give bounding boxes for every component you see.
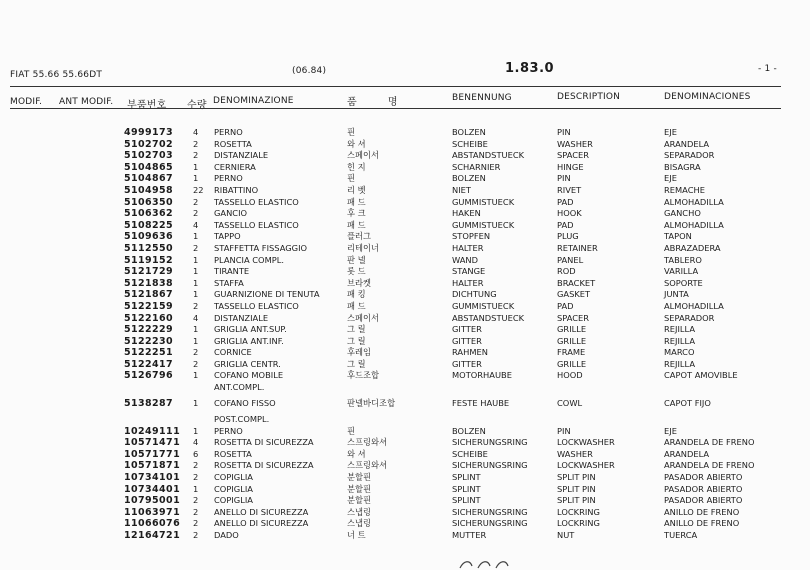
spanish-name: PASADOR ABIERTO [664, 495, 743, 506]
german-name: SCHEIBE [452, 448, 488, 459]
part-number: 5121838 [124, 277, 174, 289]
table-row [0, 359, 810, 371]
part-number: 5104865 [124, 161, 174, 173]
col-modif: MODIF. [10, 97, 43, 107]
korean-name: 스페이서 [347, 312, 380, 323]
german-name: SPLINT [452, 483, 481, 494]
korean-name: 리 벳 [347, 184, 366, 195]
part-number: 5126796 [124, 370, 174, 382]
col-description: DESCRIPTION [557, 92, 621, 102]
german-name: NIET [452, 184, 471, 195]
quantity: 2 [193, 518, 199, 529]
quantity: 2 [193, 208, 199, 219]
german-name: MOTORHAUBE [452, 370, 512, 381]
part-number: 4999173 [124, 127, 174, 138]
italian-name: COPIGLIA [214, 472, 253, 483]
english-name: COWL [557, 397, 583, 408]
spanish-name: ANILLO DE FRENO [664, 506, 740, 517]
italian-name: RIBATTINO [214, 184, 259, 195]
spanish-name: EJE [664, 425, 677, 436]
quantity: 2 [193, 358, 199, 369]
spanish-name: VARILLA [664, 266, 699, 277]
quantity: 1 [193, 231, 199, 242]
part-number: 10734101 [124, 472, 181, 484]
korean-name: 플러그 [347, 231, 372, 242]
table-row [0, 313, 810, 325]
english-name: LOCKRING [557, 506, 600, 517]
table-row [0, 518, 810, 530]
korean-name: 후드조합 [347, 370, 380, 381]
korean-name: 패 드 [347, 300, 366, 311]
spanish-name: PASADOR ABIERTO [664, 472, 743, 483]
spanish-name: GANCHO [664, 208, 701, 219]
spanish-name: TAPON [664, 231, 692, 242]
german-name: BOLZEN [452, 425, 486, 436]
german-name: STOPFEN [452, 231, 491, 242]
part-number: 5119152 [124, 254, 174, 266]
part-number: 5106362 [124, 208, 174, 220]
english-name: ROD [557, 266, 576, 277]
model-label: FIAT 55.66 55.66DT [10, 70, 103, 80]
part-number: 10571471 [124, 437, 181, 449]
table-row [0, 426, 810, 438]
german-name: SCHARNIER [452, 161, 501, 172]
german-name: SICHERUNGSRING [452, 460, 528, 471]
parts-table [0, 127, 810, 542]
korean-name: 분할핀 [347, 483, 372, 494]
table-row [0, 266, 810, 278]
table-row [0, 139, 810, 151]
col-denominazione: DENOMINAZIONE [213, 96, 294, 106]
korean-name: 후 크 [347, 208, 366, 219]
german-name: GUMMISTUECK [452, 219, 515, 230]
part-number: 5112550 [124, 242, 174, 254]
table-row [0, 495, 810, 507]
part-number: 5121729 [124, 266, 174, 278]
table-row [0, 324, 810, 336]
quantity: 1 [193, 289, 199, 300]
italian-name: COPIGLIA [214, 495, 253, 506]
part-number: 5138287 [124, 397, 174, 409]
english-name: HOOK [557, 208, 582, 219]
quantity: 2 [193, 495, 199, 506]
quantity: 1 [193, 483, 199, 494]
quantity: 4 [193, 437, 199, 448]
english-name: BRACKET [557, 277, 596, 288]
quantity: 1 [193, 425, 199, 436]
german-name: SICHERUNGSRING [452, 437, 528, 448]
spanish-name: BISAGRA [664, 161, 701, 172]
table-row [0, 336, 810, 348]
german-name: STANGE [452, 266, 486, 277]
page-number: - 1 - [758, 64, 777, 74]
german-name: GUMMISTUECK [452, 300, 515, 311]
italian-name: CERNIERA [214, 161, 256, 172]
part-number: 10249111 [124, 425, 181, 437]
italian-name: ANELLO DI SICUREZZA [214, 506, 309, 517]
part-number: 5102703 [124, 150, 174, 162]
italian-name: GRIGLIA ANT.SUP. [214, 324, 287, 335]
col-korean-name: 품 명 [347, 97, 412, 108]
part-number: 5122230 [124, 335, 174, 347]
part-number: 10571871 [124, 460, 181, 472]
italian-name: COPIGLIA [214, 483, 253, 494]
table-row [0, 278, 810, 290]
table-row [0, 530, 810, 542]
korean-name: 와 셔 [347, 138, 366, 149]
korean-name: 스냅링 [347, 506, 372, 517]
italian-name: CORNICE [214, 347, 252, 358]
german-name: SCHEIBE [452, 138, 488, 149]
korean-name: 후레임 [347, 347, 372, 358]
quantity: 2 [193, 460, 199, 471]
korean-name: 판넬바디조합 [347, 397, 396, 408]
korean-name: 그 릴 [347, 335, 366, 346]
german-name: HALTER [452, 277, 484, 288]
korean-name: 분할핀 [347, 472, 372, 483]
spanish-name: REJILLA [664, 358, 696, 369]
italian-name: TIRANTE [214, 266, 250, 277]
quantity: 1 [193, 335, 199, 346]
section-number: 1.83.0 [505, 61, 555, 76]
korean-name: 핀 [347, 173, 356, 184]
english-name: GRILLE [557, 324, 587, 335]
english-name: WASHER [557, 138, 593, 149]
part-number: 5122160 [124, 312, 174, 324]
spanish-name: REJILLA [664, 335, 696, 346]
spanish-name: TUERCA [664, 530, 698, 540]
italian-name: PLANCIA COMPL. [214, 254, 284, 265]
table-row [0, 414, 810, 426]
italian-name: STAFFA [214, 277, 244, 288]
col-part-number: 부품번호 [127, 100, 167, 111]
quantity: 1 [193, 277, 199, 288]
english-name: HINGE [557, 161, 584, 172]
german-name: BOLZEN [452, 173, 486, 184]
german-name: GUMMISTUECK [452, 196, 515, 207]
italian-name: GANCIO [214, 208, 248, 219]
italian-name: PERNO [214, 127, 243, 137]
italian-name: STAFFETTA FISSAGGIO [214, 242, 308, 253]
korean-name: 패 드 [347, 219, 366, 230]
spanish-name: ARANDELA [664, 138, 710, 149]
table-row [0, 173, 810, 185]
part-number: 5106350 [124, 196, 174, 208]
quantity: 2 [193, 506, 199, 517]
german-name: DICHTUNG [452, 289, 497, 300]
english-name: NUT [557, 530, 575, 540]
german-name: SPLINT [452, 472, 481, 483]
italian-name: DADO [214, 530, 239, 540]
quantity: 4 [193, 127, 199, 137]
handwritten-mark [458, 556, 518, 570]
english-name: PLUG [557, 231, 579, 242]
edition-date: (06.84) [292, 66, 327, 76]
english-name: WASHER [557, 448, 593, 459]
spanish-name: SEPARADOR [664, 150, 715, 161]
korean-name: 패 드 [347, 196, 366, 207]
col-qty: 수량 [187, 100, 207, 111]
quantity: 1 [193, 370, 199, 381]
english-name: PIN [557, 127, 571, 137]
part-number: 5121867 [124, 289, 174, 301]
german-name: FESTE HAUBE [452, 397, 510, 408]
quantity: 2 [193, 472, 199, 483]
quantity: 2 [193, 150, 199, 161]
italian-name: GRIGLIA ANT.INF. [214, 335, 284, 346]
spanish-name: ANILLO DE FRENO [664, 518, 740, 529]
col-denominaciones: DENOMINACIONES [664, 92, 751, 102]
table-row [0, 185, 810, 197]
spanish-name: ABRAZADERA [664, 242, 721, 253]
quantity: 2 [193, 347, 199, 358]
german-name: SICHERUNGSRING [452, 518, 528, 529]
english-name: LOCKRING [557, 518, 600, 529]
korean-name: 핀 [347, 425, 356, 436]
table-row [0, 162, 810, 174]
english-name: GRILLE [557, 358, 587, 369]
italian-name: GRIGLIA CENTR. [214, 358, 281, 369]
quantity: 2 [193, 196, 199, 207]
table-row [0, 472, 810, 484]
table-row [0, 460, 810, 472]
korean-name: 브라켓 [347, 277, 372, 288]
german-name: SICHERUNGSRING [452, 506, 528, 517]
korean-name: 힌 지 [347, 161, 366, 172]
korean-name: 그 릴 [347, 324, 366, 335]
spanish-name: PASADOR ABIERTO [664, 483, 743, 494]
korean-name: 패 킹 [347, 289, 366, 300]
english-name: SPLIT PIN [557, 483, 596, 494]
part-number: 5102702 [124, 138, 174, 150]
table-row [0, 449, 810, 461]
part-number: 5109636 [124, 231, 174, 243]
spanish-name: SEPARADOR [664, 312, 715, 323]
english-name: PIN [557, 425, 571, 436]
part-number: 10734401 [124, 483, 181, 495]
part-number: 10795001 [124, 495, 181, 507]
german-name: ABSTANDSTUECK [452, 150, 525, 161]
spanish-name: ALMOHADILLA [664, 196, 724, 207]
english-name: PIN [557, 173, 571, 184]
german-name: HAKEN [452, 208, 481, 219]
table-row [0, 243, 810, 255]
part-number: 5104958 [124, 184, 174, 196]
german-name: GITTER [452, 335, 482, 346]
korean-name: 리테이너 [347, 242, 380, 253]
italian-name: TASSELLO ELASTICO [214, 300, 299, 311]
table-row [0, 231, 810, 243]
quantity: 1 [193, 266, 199, 277]
quantity: 22 [193, 184, 204, 195]
german-name: GITTER [452, 358, 482, 369]
part-number: 11063971 [124, 506, 181, 518]
quantity: 1 [193, 161, 199, 172]
spanish-name: ARANDELA DE FRENO [664, 437, 755, 448]
italian-name: DISTANZIALE [214, 150, 269, 161]
spanish-name: ARANDELA [664, 448, 710, 459]
italian-name: GUARNIZIONE DI TENUTA [214, 289, 320, 300]
korean-name: 스냅링 [347, 518, 372, 529]
italian-name: TAPPO [214, 231, 241, 242]
italian-name: ANELLO DI SICUREZZA [214, 518, 309, 529]
english-name: SPACER [557, 312, 590, 323]
spanish-name: REJILLA [664, 324, 696, 335]
quantity: 1 [193, 173, 199, 184]
korean-name: 롯 드 [347, 266, 366, 277]
part-number: 11066076 [124, 518, 181, 530]
english-name: GRILLE [557, 335, 587, 346]
quantity: 4 [193, 312, 199, 323]
italian-name: POST.COMPL. [214, 413, 270, 424]
quantity: 2 [193, 242, 199, 253]
english-name: SPLIT PIN [557, 495, 596, 506]
spanish-name: JUNTA [664, 289, 689, 300]
german-name: BOLZEN [452, 127, 486, 137]
korean-name: 너 트 [347, 530, 366, 540]
english-name: LOCKWASHER [557, 437, 615, 448]
english-name: PAD [557, 219, 574, 230]
part-number: 5108225 [124, 219, 174, 231]
table-row [0, 301, 810, 313]
table-row [0, 394, 810, 414]
table-row [0, 208, 810, 220]
table-row [0, 347, 810, 359]
german-name: ABSTANDSTUECK [452, 312, 525, 323]
english-name: RIVET [557, 184, 582, 195]
spanish-name: CAPOT FIJO [664, 397, 711, 408]
spanish-name: ARANDELA DE FRENO [664, 460, 755, 471]
quantity: 6 [193, 448, 199, 459]
english-name: RETAINER [557, 242, 598, 253]
italian-name: COFANO FISSO [214, 397, 276, 408]
english-name: HOOD [557, 370, 583, 381]
italian-name: ROSETTA [214, 138, 252, 149]
part-number: 5122229 [124, 324, 174, 336]
spanish-name: CAPOT AMOVIBLE [664, 370, 738, 381]
table-row [0, 507, 810, 519]
part-number: 5122251 [124, 347, 174, 359]
korean-name: 스프링와셔 [347, 437, 388, 448]
spanish-name: EJE [664, 173, 677, 184]
italian-name: PERNO [214, 173, 243, 184]
german-name: WAND [452, 254, 479, 265]
table-row [0, 382, 810, 394]
part-number: 5122417 [124, 358, 174, 370]
english-name: SPACER [557, 150, 590, 161]
col-ant-modif: ANT MODIF. [59, 97, 114, 107]
italian-name: COFANO MOBILE [214, 370, 284, 381]
quantity: 1 [193, 324, 199, 335]
korean-name: 와 셔 [347, 448, 366, 459]
table-row [0, 220, 810, 232]
header-top-rule [10, 86, 781, 87]
german-name: HALTER [452, 242, 484, 253]
quantity: 2 [193, 138, 199, 149]
table-row [0, 127, 810, 139]
spanish-name: ALMOHADILLA [664, 219, 724, 230]
english-name: FRAME [557, 347, 586, 358]
table-row [0, 437, 810, 449]
spanish-name: REMACHE [664, 184, 705, 195]
korean-name: 핀 [347, 127, 356, 137]
italian-name: ROSETTA DI SICUREZZA [214, 460, 314, 471]
english-name: SPLIT PIN [557, 472, 596, 483]
english-name: PAD [557, 300, 574, 311]
spanish-name: SOPORTE [664, 277, 703, 288]
italian-name: ROSETTA [214, 448, 252, 459]
quantity: 1 [193, 254, 199, 265]
part-number: 5122159 [124, 300, 174, 312]
table-row [0, 255, 810, 267]
german-name: SPLINT [452, 495, 481, 506]
korean-name: 판 넬 [347, 254, 366, 265]
italian-name: ROSETTA DI SICUREZZA [214, 437, 314, 448]
korean-name: 스페이서 [347, 150, 380, 161]
spanish-name: TABLERO [664, 254, 702, 265]
table-row [0, 370, 810, 382]
italian-name: PERNO [214, 425, 243, 436]
quantity: 2 [193, 530, 199, 540]
col-benennung: BENENNUNG [452, 93, 512, 103]
german-name: RAHMEN [452, 347, 488, 358]
quantity: 2 [193, 300, 199, 311]
header-bottom-rule [10, 108, 781, 109]
spanish-name: ALMOHADILLA [664, 300, 724, 311]
quantity: 4 [193, 219, 199, 230]
part-number: 10571771 [124, 448, 181, 460]
german-name: GITTER [452, 324, 482, 335]
english-name: LOCKWASHER [557, 460, 615, 471]
korean-name: 스프링와셔 [347, 460, 388, 471]
italian-name: TASSELLO ELASTICO [214, 219, 299, 230]
english-name: PAD [557, 196, 574, 207]
italian-name: ANT.COMPL. [214, 382, 265, 393]
italian-name: TASSELLO ELASTICO [214, 196, 299, 207]
spanish-name: MARCO [664, 347, 695, 358]
quantity: 1 [193, 397, 199, 408]
table-row [0, 150, 810, 162]
part-number: 12164721 [124, 530, 181, 541]
spanish-name: EJE [664, 127, 677, 137]
part-number: 5104867 [124, 173, 174, 185]
italian-name: DISTANZIALE [214, 312, 269, 323]
english-name: PANEL [557, 254, 584, 265]
table-row [0, 484, 810, 496]
korean-name: 분할핀 [347, 495, 372, 506]
english-name: GASKET [557, 289, 591, 300]
korean-name: 그 릴 [347, 358, 366, 369]
table-row [0, 289, 810, 301]
table-row [0, 197, 810, 209]
german-name: MUTTER [452, 530, 487, 540]
